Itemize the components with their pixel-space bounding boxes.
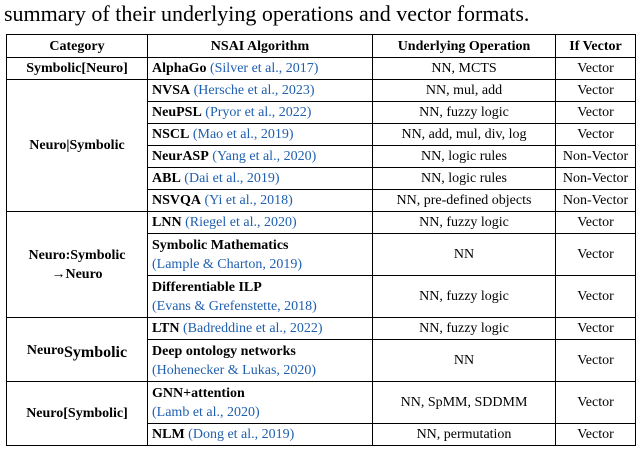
- operation-cell: NN, permutation: [373, 424, 556, 446]
- algorithm-name: Differentiable ILP: [152, 279, 262, 295]
- operation-cell: NN, SpMM, SDDMM: [373, 382, 556, 424]
- table-row: [7, 212, 636, 234]
- operation-cell: NN, fuzzy logic: [373, 318, 556, 340]
- vector-cell: Vector: [556, 212, 636, 234]
- intro-text: summary of their underlying operations and vector formats.: [4, 1, 530, 26]
- citation-link[interactable]: (Dai et al., 2019): [184, 171, 280, 186]
- operation-cell: NN, logic rules: [373, 168, 556, 190]
- category-subscript: Symbolic: [63, 343, 128, 361]
- header-algorithm: NSAI Algorithm: [148, 35, 373, 58]
- algorithm-name: AlphaGo: [152, 61, 207, 76]
- algorithm-name: Deep ontology networks: [152, 343, 296, 359]
- algorithm-name: NLM: [152, 427, 185, 442]
- algorithm-cell: [148, 168, 373, 190]
- operation-cell: NN, fuzzy logic: [373, 102, 556, 124]
- category-neuro-colon-symbolic: [7, 212, 148, 318]
- algorithm-cell: [148, 234, 373, 276]
- algorithm-name: ABL: [152, 171, 181, 186]
- vector-cell: Vector: [556, 102, 636, 124]
- algorithm-name: LTN: [152, 321, 180, 336]
- citation-link[interactable]: (Mao et al., 2019): [192, 127, 294, 142]
- citation-link[interactable]: (Lamb et al., 2020): [152, 404, 260, 420]
- vector-cell: Non-Vector: [556, 190, 636, 212]
- vector-cell: Vector: [556, 80, 636, 102]
- algorithm-name: NeuPSL: [152, 105, 202, 120]
- category-line: Neuro:Symbolic: [28, 247, 126, 263]
- vector-cell: Vector: [556, 58, 636, 80]
- algorithm-cell: [148, 80, 373, 102]
- header-row: [7, 35, 636, 58]
- operation-cell: NN: [373, 234, 556, 276]
- operation-cell: NN, add, mul, div, log: [373, 124, 556, 146]
- header-vector: If Vector: [556, 35, 636, 58]
- algorithm-cell: [148, 276, 373, 318]
- table-row: [7, 318, 636, 340]
- algorithm-cell: [148, 124, 373, 146]
- citation-link[interactable]: (Riegel et al., 2020): [185, 215, 297, 230]
- table-row: [7, 382, 636, 424]
- algorithm-cell: [148, 340, 373, 382]
- algorithm-cell: [148, 424, 373, 446]
- algorithm-name: NVSA: [152, 83, 191, 98]
- algorithm-cell: [148, 146, 373, 168]
- vector-cell: Non-Vector: [556, 146, 636, 168]
- citation-link[interactable]: (Hohenecker & Lukas, 2020): [152, 362, 317, 378]
- citation-link[interactable]: (Lample & Charton, 2019): [152, 256, 303, 272]
- vector-cell: Non-Vector: [556, 168, 636, 190]
- algorithm-cell: [148, 190, 373, 212]
- citation-link[interactable]: (Badreddine et al., 2022): [183, 321, 323, 336]
- category-base: Neuro: [26, 342, 64, 358]
- operation-cell: NN: [373, 340, 556, 382]
- vector-cell: Vector: [556, 318, 636, 340]
- operation-cell: NN, fuzzy logic: [373, 212, 556, 234]
- table-row: [7, 58, 636, 80]
- operation-cell: NN, pre-defined objects: [373, 190, 556, 212]
- operation-cell: NN, logic rules: [373, 146, 556, 168]
- category-neuro-bracket-symbolic: Neuro[Symbolic]: [7, 382, 148, 446]
- algorithm-cell: [148, 212, 373, 234]
- citation-link[interactable]: (Dong et al., 2019): [188, 427, 295, 442]
- nsai-table: [6, 34, 636, 446]
- algorithm-cell: [148, 318, 373, 340]
- algorithm-cell: [148, 102, 373, 124]
- algorithm-cell: [148, 58, 373, 80]
- vector-cell: Vector: [556, 424, 636, 446]
- algorithm-name: Symbolic Mathematics: [152, 237, 289, 253]
- operation-cell: NN, MCTS: [373, 58, 556, 80]
- vector-cell: Vector: [556, 382, 636, 424]
- category-neuro-symbolic: Neuro|Symbolic: [7, 80, 148, 212]
- table-row: [7, 80, 636, 102]
- algorithm-name: LNN: [152, 215, 182, 230]
- category-neuro-subscript-symbolic: [7, 318, 148, 382]
- operation-cell: NN, fuzzy logic: [373, 276, 556, 318]
- operation-cell: NN, mul, add: [373, 80, 556, 102]
- citation-link[interactable]: (Yang et al., 2020): [212, 149, 317, 164]
- citation-link[interactable]: (Hersche et al., 2023): [193, 83, 315, 98]
- citation-link[interactable]: (Yi et al., 2018): [204, 193, 293, 208]
- header-operation: Underlying Operation: [373, 35, 556, 58]
- vector-cell: Vector: [556, 124, 636, 146]
- vector-cell: Vector: [556, 340, 636, 382]
- citation-link[interactable]: (Silver et al., 2017): [209, 61, 319, 76]
- vector-cell: Vector: [556, 234, 636, 276]
- category-line: →Neuro: [51, 266, 103, 282]
- citation-link[interactable]: (Pryor et al., 2022): [205, 105, 312, 120]
- header-category: Category: [7, 35, 148, 58]
- algorithm-name: NSVQA: [152, 193, 202, 208]
- citation-link[interactable]: (Evans & Grefenstette, 2018): [152, 298, 317, 314]
- algorithm-name: GNN+attention: [152, 385, 245, 401]
- category-symbolic-neuro: Symbolic[Neuro]: [7, 58, 148, 80]
- vector-cell: Vector: [556, 276, 636, 318]
- algorithm-name: NeurASP: [152, 149, 209, 164]
- algorithm-name: NSCL: [152, 127, 190, 142]
- algorithm-cell: [148, 382, 373, 424]
